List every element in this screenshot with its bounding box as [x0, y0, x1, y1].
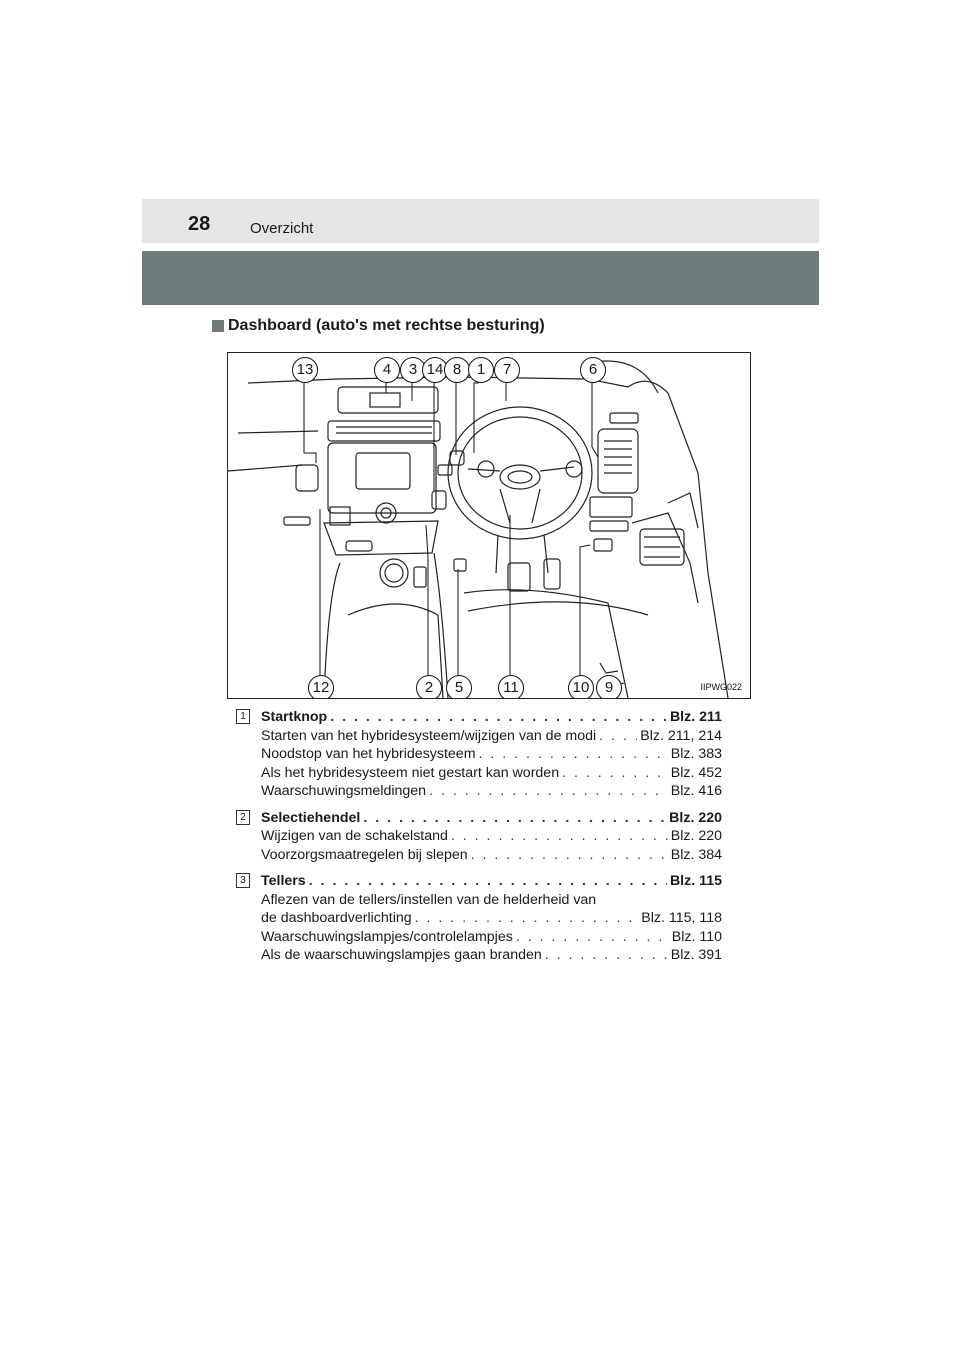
dashboard-drawing [228, 353, 750, 698]
page-number: 28 [188, 213, 211, 235]
callout-4: 4 [374, 357, 400, 383]
entry-number: 1 [236, 709, 250, 724]
item-page: Blz. 220 [670, 828, 722, 844]
entry-item [236, 846, 722, 865]
item-page: Blz. 115, 118 [641, 910, 722, 926]
callout-13: 13 [292, 357, 318, 383]
entry-number: 3 [236, 873, 250, 888]
dot-leader [562, 764, 668, 783]
entry-item [236, 782, 722, 801]
title-band [142, 251, 819, 305]
item-page: Blz. 211, 214 [640, 727, 722, 744]
callout-3: 3 [400, 357, 426, 383]
dashboard-illustration [227, 352, 751, 699]
dot-leader [363, 809, 666, 828]
item-page: Blz. 391 [670, 947, 722, 963]
item-page: Blz. 452 [670, 764, 722, 781]
item-text: Aflezen van de tellers/instellen van de helderheid van [261, 891, 597, 908]
entry-item [236, 891, 722, 910]
figure-code: IIPWG022 [700, 682, 742, 692]
callout-1: 1 [468, 357, 494, 383]
entry-item [236, 928, 722, 947]
entry-item [236, 946, 722, 965]
dot-leader [545, 946, 668, 965]
item-text: Wijzigen van de schakelstand [261, 828, 448, 844]
dot-leader [471, 846, 668, 865]
heading-text: Dashboard (auto's met rechtse besturing) [228, 317, 545, 334]
item-text: Waarschuwingslampjes/controlelampjes [261, 928, 513, 945]
entry-title-line [236, 872, 722, 891]
callout-6: 6 [580, 357, 606, 383]
section-heading [212, 317, 545, 335]
item-text: Waarschuwingsmeldingen [261, 783, 427, 799]
entry-item [236, 827, 722, 846]
entry-2 [236, 809, 722, 865]
dot-leader [330, 708, 667, 727]
entry-1 [236, 708, 722, 801]
callout-11: 11 [498, 675, 524, 699]
entry-title: Selectiehendel [261, 809, 361, 826]
section-title: Overzicht [250, 220, 314, 237]
callout-8: 8 [444, 357, 470, 383]
callout-12: 12 [308, 675, 334, 699]
item-page: Blz. 383 [670, 746, 722, 762]
dot-leader [516, 928, 669, 947]
item-page: Blz. 416 [670, 783, 722, 799]
dot-leader [451, 827, 668, 846]
entry-title: Startknop [261, 709, 328, 725]
callout-7: 7 [494, 357, 520, 383]
entry-page: Blz. 211 [669, 709, 722, 725]
entry-item [236, 909, 722, 928]
entry-list [236, 708, 722, 973]
item-text: Voorzorgsmaatregelen bij slepen [261, 846, 468, 863]
heading-square-icon [212, 320, 224, 332]
entry-item [236, 764, 722, 783]
entry-number: 2 [236, 810, 250, 825]
callout-9: 9 [596, 675, 622, 699]
entry-page: Blz. 220 [669, 809, 722, 826]
header-band [142, 199, 819, 243]
entry-3 [236, 872, 722, 965]
dot-leader [429, 782, 668, 801]
entry-title-line [236, 809, 722, 828]
entry-title: Tellers [261, 873, 306, 889]
item-text: Als de waarschuwingslampjes gaan branden [261, 947, 542, 963]
item-text: Als het hybridesysteem niet gestart kan worden [261, 764, 560, 781]
item-page: Blz. 384 [670, 846, 722, 863]
dot-leader [599, 727, 637, 746]
entry-item [236, 745, 722, 764]
callout-5: 5 [446, 675, 472, 699]
dot-leader [415, 909, 639, 928]
entry-title-line [236, 708, 722, 727]
dot-leader [479, 745, 668, 764]
item-page: Blz. 110 [671, 928, 722, 945]
dot-leader [309, 872, 667, 891]
item-text: Starten van het hybridesysteem/wijzigen van de modi [261, 727, 597, 744]
callout-10: 10 [568, 675, 594, 699]
callout-14: 14 [422, 357, 448, 383]
callout-2: 2 [416, 675, 442, 699]
entry-item [236, 727, 722, 746]
entry-page: Blz. 115 [669, 873, 722, 889]
item-text: Noodstop van het hybridesysteem [261, 746, 476, 762]
item-text: de dashboardverlichting [261, 910, 412, 926]
